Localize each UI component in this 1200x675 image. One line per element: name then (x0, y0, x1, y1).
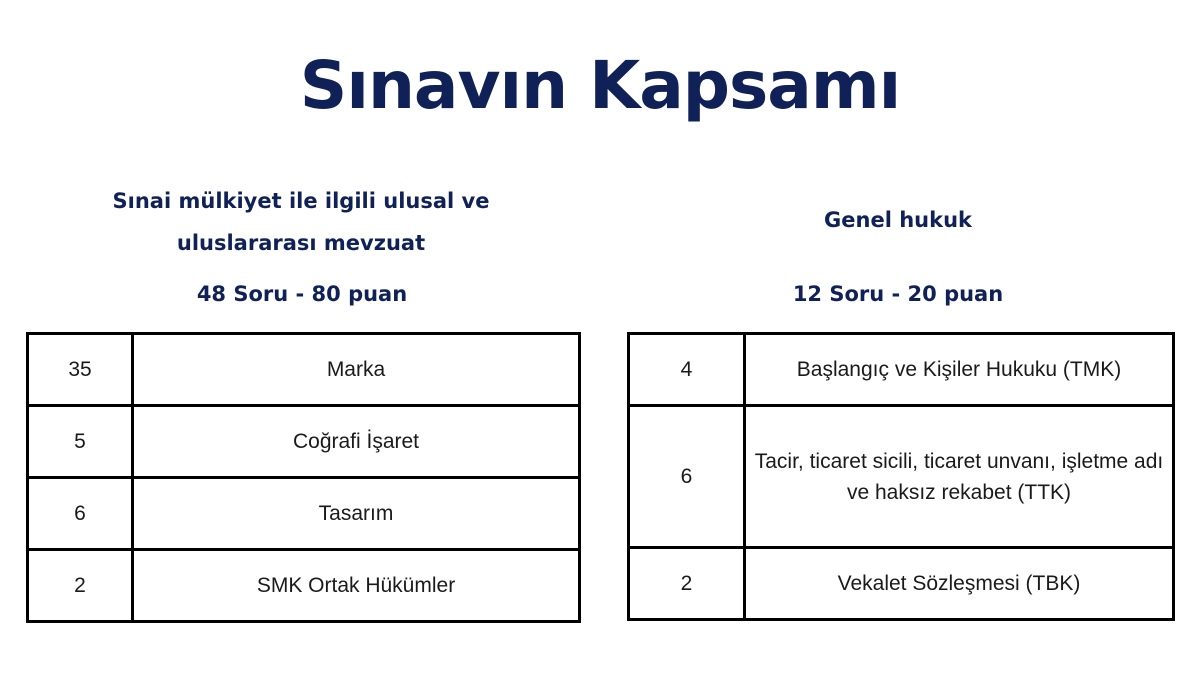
question-count-cell: 2 (629, 548, 745, 620)
left-topics-table (26, 332, 581, 623)
topic-cell: Tacir, ticaret sicili, ticaret unvanı, işletme adı ve haksız rekabet (TTK) (745, 406, 1174, 548)
question-count-cell: 2 (28, 550, 133, 622)
table-row (28, 550, 580, 622)
right-section-subheading: 12 Soru - 20 puan (792, 282, 1004, 306)
table-row (629, 406, 1174, 548)
topic-cell: Tasarım (133, 478, 580, 550)
table-row (629, 334, 1174, 406)
topic-cell: Coğrafi İşaret (133, 406, 580, 478)
table-row (28, 478, 580, 550)
page-title: Sınavın Kapsamı (299, 47, 901, 124)
right-topics-table (627, 332, 1175, 621)
question-count-cell: 6 (28, 478, 133, 550)
table-row (28, 334, 580, 406)
left-section-heading: Sınai mülkiyet ile ilgili ulusal ve uluslararası mevzuat (112, 189, 490, 255)
topic-cell: Marka (133, 334, 580, 406)
question-count-cell: 4 (629, 334, 745, 406)
table-row (629, 548, 1174, 620)
question-count-cell: 5 (28, 406, 133, 478)
left-section-subheading: 48 Soru - 80 puan (196, 282, 408, 306)
topic-cell: Başlangıç ve Kişiler Hukuku (TMK) (745, 334, 1174, 406)
question-count-cell: 6 (629, 406, 745, 548)
topic-cell: Vekalet Sözleşmesi (TBK) (745, 548, 1174, 620)
topic-cell: SMK Ortak Hükümler (133, 550, 580, 622)
table-row (28, 406, 580, 478)
question-count-cell: 35 (28, 334, 133, 406)
right-section-heading: Genel hukuk (824, 208, 972, 232)
